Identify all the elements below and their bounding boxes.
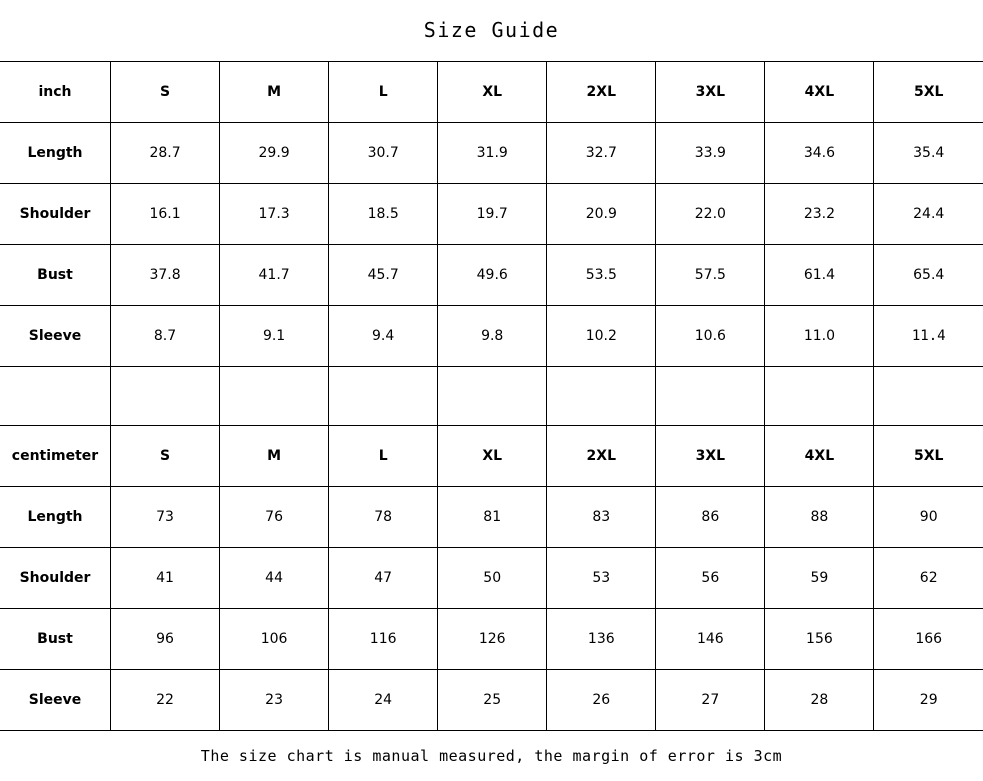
inch-sleeve-l: 9.4 <box>329 306 438 367</box>
inch-bust-3xl: 57.5 <box>656 245 765 306</box>
inch-shoulder-m: 17.3 <box>220 184 329 245</box>
cm-sleeve-3xl: 27 <box>656 670 765 731</box>
inch-row-label-length: Length <box>0 123 111 184</box>
table-row <box>0 487 983 548</box>
inch-length-5xl: 35.4 <box>874 123 983 184</box>
cm-length-m: 76 <box>220 487 329 548</box>
inch-shoulder-3xl: 22.0 <box>656 184 765 245</box>
spacer-cell <box>765 367 874 426</box>
spacer-cell <box>874 367 983 426</box>
inch-sleeve-5xl: 11.4 <box>874 306 983 367</box>
cm-sleeve-xl: 25 <box>438 670 547 731</box>
cm-size-header-4xl: 4XL <box>765 426 874 487</box>
inch-size-header-xl: XL <box>438 62 547 123</box>
inch-shoulder-4xl: 23.2 <box>765 184 874 245</box>
cm-size-header-s: S <box>111 426 220 487</box>
spacer-cell <box>329 367 438 426</box>
cm-bust-5xl: 166 <box>874 609 983 670</box>
inch-length-xl: 31.9 <box>438 123 547 184</box>
inch-row-label-shoulder: Shoulder <box>0 184 111 245</box>
cm-length-l: 78 <box>329 487 438 548</box>
inch-size-header-m: M <box>220 62 329 123</box>
cm-row-label-length: Length <box>0 487 111 548</box>
inch-size-header-2xl: 2XL <box>547 62 656 123</box>
inch-length-3xl: 33.9 <box>656 123 765 184</box>
cm-bust-l: 116 <box>329 609 438 670</box>
cm-row-label-bust: Bust <box>0 609 111 670</box>
cm-sleeve-5xl: 29 <box>874 670 983 731</box>
cm-shoulder-5xl: 62 <box>874 548 983 609</box>
table-row <box>0 306 983 367</box>
cm-sleeve-4xl: 28 <box>765 670 874 731</box>
cm-bust-s: 96 <box>111 609 220 670</box>
inch-unit-label: inch <box>0 62 111 123</box>
inch-bust-s: 37.8 <box>111 245 220 306</box>
cm-shoulder-m: 44 <box>220 548 329 609</box>
cm-shoulder-xl: 50 <box>438 548 547 609</box>
table-row-inch-header <box>0 62 983 123</box>
cm-length-2xl: 83 <box>547 487 656 548</box>
measurement-note: The size chart is manual measured, the margin of error is 3cm <box>200 747 783 765</box>
cm-shoulder-3xl: 56 <box>656 548 765 609</box>
cm-size-header-xl: XL <box>438 426 547 487</box>
table-row <box>0 548 983 609</box>
inch-shoulder-xl: 19.7 <box>438 184 547 245</box>
cm-size-header-3xl: 3XL <box>656 426 765 487</box>
table-spacer-row <box>0 367 983 426</box>
cm-sleeve-m: 23 <box>220 670 329 731</box>
cm-sleeve-s: 22 <box>111 670 220 731</box>
table-row <box>0 670 983 731</box>
cm-size-header-5xl: 5XL <box>874 426 983 487</box>
table-row <box>0 245 983 306</box>
cm-shoulder-s: 41 <box>111 548 220 609</box>
inch-size-header-l: L <box>329 62 438 123</box>
inch-bust-4xl: 61.4 <box>765 245 874 306</box>
spacer-cell <box>111 367 220 426</box>
cm-row-label-sleeve: Sleeve <box>0 670 111 731</box>
table-row <box>0 123 983 184</box>
inch-row-label-bust: Bust <box>0 245 111 306</box>
inch-length-4xl: 34.6 <box>765 123 874 184</box>
inch-bust-5xl: 65.4 <box>874 245 983 306</box>
inch-size-header-4xl: 4XL <box>765 62 874 123</box>
spacer-cell <box>547 367 656 426</box>
cm-row-label-shoulder: Shoulder <box>0 548 111 609</box>
cm-shoulder-l: 47 <box>329 548 438 609</box>
cm-length-3xl: 86 <box>656 487 765 548</box>
table-row <box>0 609 983 670</box>
cm-shoulder-4xl: 59 <box>765 548 874 609</box>
inch-size-header-s: S <box>111 62 220 123</box>
cm-size-header-l: L <box>329 426 438 487</box>
inch-sleeve-s: 8.7 <box>111 306 220 367</box>
cm-shoulder-2xl: 53 <box>547 548 656 609</box>
cm-unit-label: centimeter <box>0 426 111 487</box>
inch-length-l: 30.7 <box>329 123 438 184</box>
cm-length-4xl: 88 <box>765 487 874 548</box>
cm-bust-xl: 126 <box>438 609 547 670</box>
cm-bust-4xl: 156 <box>765 609 874 670</box>
page-title: Size Guide <box>423 18 560 42</box>
inch-length-m: 29.9 <box>220 123 329 184</box>
cm-size-header-2xl: 2XL <box>547 426 656 487</box>
cm-bust-2xl: 136 <box>547 609 656 670</box>
table-row <box>0 184 983 245</box>
inch-sleeve-3xl: 10.6 <box>656 306 765 367</box>
cm-bust-3xl: 146 <box>656 609 765 670</box>
cm-sleeve-l: 24 <box>329 670 438 731</box>
inch-shoulder-s: 16.1 <box>111 184 220 245</box>
spacer-cell <box>220 367 329 426</box>
inch-bust-m: 41.7 <box>220 245 329 306</box>
cm-length-s: 73 <box>111 487 220 548</box>
spacer-cell <box>656 367 765 426</box>
size-chart-table <box>0 61 983 731</box>
inch-bust-2xl: 53.5 <box>547 245 656 306</box>
cm-sleeve-2xl: 26 <box>547 670 656 731</box>
inch-shoulder-2xl: 20.9 <box>547 184 656 245</box>
inch-sleeve-4xl: 11.0 <box>765 306 874 367</box>
cm-bust-m: 106 <box>220 609 329 670</box>
inch-row-label-sleeve: Sleeve <box>0 306 111 367</box>
inch-size-header-5xl: 5XL <box>874 62 983 123</box>
spacer-cell <box>438 367 547 426</box>
inch-length-s: 28.7 <box>111 123 220 184</box>
cm-length-5xl: 90 <box>874 487 983 548</box>
inch-sleeve-2xl: 10.2 <box>547 306 656 367</box>
inch-sleeve-m: 9.1 <box>220 306 329 367</box>
inch-bust-l: 45.7 <box>329 245 438 306</box>
table-row-cm-header <box>0 426 983 487</box>
inch-shoulder-5xl: 24.4 <box>874 184 983 245</box>
cm-length-xl: 81 <box>438 487 547 548</box>
inch-sleeve-xl: 9.8 <box>438 306 547 367</box>
spacer-cell <box>0 367 111 426</box>
inch-size-header-3xl: 3XL <box>656 62 765 123</box>
inch-length-2xl: 32.7 <box>547 123 656 184</box>
cm-size-header-m: M <box>220 426 329 487</box>
inch-shoulder-l: 18.5 <box>329 184 438 245</box>
inch-bust-xl: 49.6 <box>438 245 547 306</box>
